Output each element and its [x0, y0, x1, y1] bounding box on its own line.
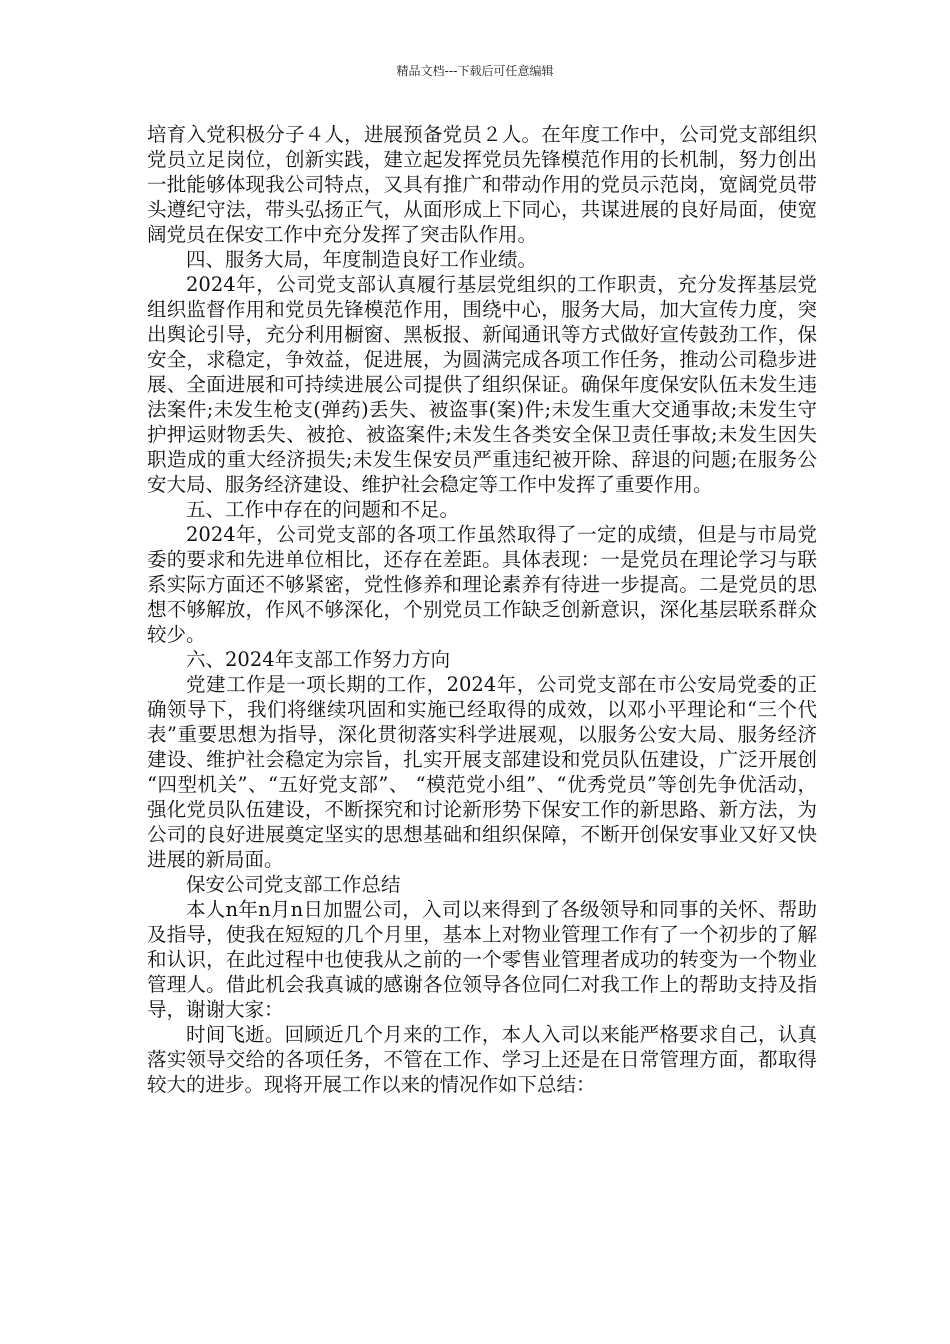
- paragraph-problems-detail: 2024年，公司党支部的各项工作虽然取得了一定的成绩，但是与市局党委的要求和先进单位相比，还存在差距。具体表现：一是党员在理论学习与联系实际方面还不够紧密，党性修养和理论素养有待进一步提高。二是党员的思想不够解放，作风不够深化，个别党员工作缺乏创新意识，深化基层联系群众较少。: [147, 523, 817, 646]
- paragraph-personal-intro: 本人n年n月n日加盟公司，入司以来得到了各级领导和同事的关怀、帮助及指导，使我在短短的几个月里，基本上对物业管理工作有了一个初步的了解和认识，在此过程中也使我从之前的一个零售业管理者成功的转变为一个物业管理人。借此机会我真诚的感谢各位领导各位同仁对我工作上的帮助支持及指导，谢谢大家：: [147, 898, 817, 1021]
- section-heading-2024-direction: 六、2024年支部工作努力方向: [186, 648, 451, 671]
- paragraph-annual-achievements: 2024年，公司党支部认真履行基层党组织的工作职责，充分发挥基层党组织监督作用和党员先锋模范作用，围绕中心，服务大局，加大宣传力度，突出舆论引导，充分利用橱窗、黑板报、新闻通讯等方式做好宣传鼓劲工作，保安全，求稳定，争效益，促进展，为圆满完成各项工作任务，推动公司稳步进展、全面进展和可持续进展公司提供了组织保证。确保年度保安队伍未发生违法案件;未发生枪支(弹药)丢失、被盗事(案)件;未发生重大交通事故;未发生守护押运财物丢失、被抢、被盗案件;未发生各类安全保卫责任事故;未发生因失职造成的重大经济损失;未发生保安员严重违纪被开除、辞退的问题;在服务公安大局、服务经济建设、维护社会稳定等工作中发挥了重要作用。: [147, 273, 818, 496]
- paragraph-2024-direction-detail: 党建工作是一项长期的工作，2024年，公司党支部在市公安局党委的正确领导下，我们将继续巩固和实施已经取得的成效，以邓小平理论和“三个代表”重要思想为指导，深化贯彻落实科学进展观，以服务公安大局、服务经济建设、维护社会稳定为宗旨，扎实开展支部建设和党员队伍建设，广泛开展创 “四型机关”、“五好党支部”、 “模范党小组”、“优秀党员”等创先争优活动，强化党员队伍建设，不断探究和讨论新形势下保安工作的新思路、新方法，为公司的良好进展奠定坚实的思想基础和组织保障，不断开创保安事业又好又快进展的新局面。: [147, 673, 817, 871]
- section-heading-problems: 五、工作中存在的问题和不足。: [186, 498, 460, 521]
- page-header: 精品文档---下载后可任意编辑: [396, 64, 554, 78]
- document-body: [147, 122, 817, 1097]
- paragraph-work-review: 时间飞逝。回顾近几个月来的工作，本人入司以来能严格要求自己，认真落实领导交给的各项任务，不管在工作、学习上还是在日常管理方面，都取得较大的进步。现将开展工作以来的情况作如下总结：: [147, 1023, 817, 1096]
- document-subtitle: 保安公司党支部工作总结: [186, 873, 401, 896]
- section-heading-serve-overall: 四、服务大局，年度制造良好工作业绩。: [186, 248, 538, 271]
- paragraph-party-member-development: 培育入党积极分子４人，进展预备党员２人。在年度工作中，公司党支部组织党员立足岗位，创新实践，建立起发挥党员先锋模范作用的长机制，努力创出一批能够体现我公司特点，又具有推广和带动作用的党员示范岗，宽阔党员带头遵纪守法，带头弘扬正气，从面形成上下同心，共谋进展的良好局面，使宽阔党员在保安工作中充分发挥了突击队作用。: [147, 123, 817, 246]
